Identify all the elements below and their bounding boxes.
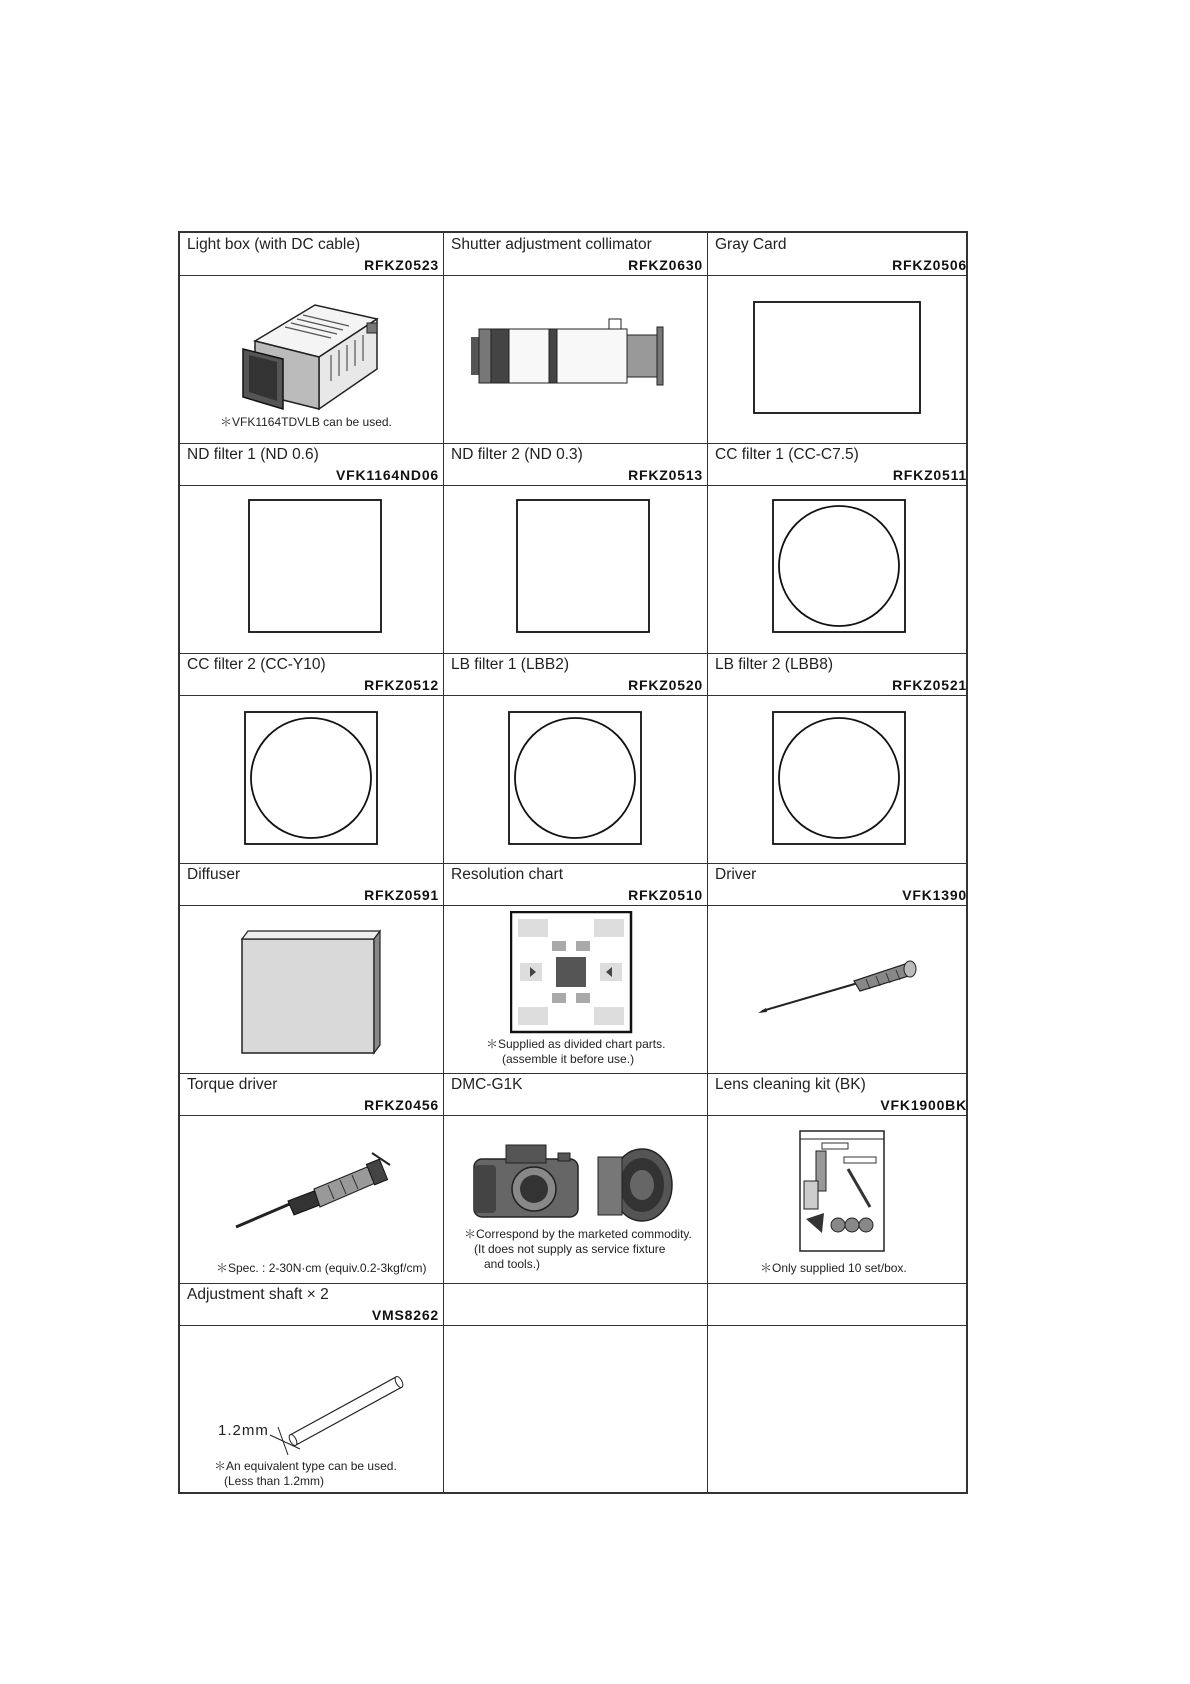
gray-card-icon bbox=[753, 301, 923, 417]
item-title: Diffuser bbox=[187, 866, 241, 883]
item-title: Driver bbox=[715, 866, 757, 883]
part-number: VMS8262 bbox=[371, 1307, 439, 1323]
screwdriver-icon bbox=[758, 955, 928, 1025]
round-filter-icon bbox=[772, 711, 908, 847]
note-line: ＊Correspond by the marketed commodity. bbox=[464, 1227, 692, 1241]
part-number: VFK1900BK bbox=[880, 1097, 967, 1113]
part-number: RFKZ0521 bbox=[892, 677, 967, 693]
note-line: (It does not supply as service fixture bbox=[474, 1242, 666, 1256]
part-number: RFKZ0523 bbox=[364, 257, 439, 273]
resolution-chart-icon bbox=[510, 911, 634, 1035]
item-title: Shutter adjustment collimator bbox=[451, 236, 652, 253]
cell-nd-filter-1 bbox=[180, 443, 444, 653]
part-number: RFKZ0511 bbox=[892, 467, 967, 483]
part-number: RFKZ0520 bbox=[628, 677, 703, 693]
camera-icon bbox=[470, 1131, 680, 1231]
part-number: RFKZ0506 bbox=[892, 257, 967, 273]
item-title: CC filter 2 (CC-Y10) bbox=[187, 656, 326, 673]
part-number: VFK1164ND06 bbox=[336, 467, 439, 483]
cell-lb-filter-2 bbox=[708, 653, 972, 863]
item-title: DMC-G1K bbox=[451, 1076, 523, 1093]
cell-adjustment-shaft bbox=[180, 1283, 444, 1493]
round-filter-icon bbox=[772, 499, 908, 635]
note-line: (Less than 1.2mm) bbox=[224, 1474, 325, 1488]
round-filter-icon bbox=[508, 711, 644, 847]
cell-resolution-chart bbox=[444, 863, 708, 1073]
item-title: Adjustment shaft × 2 bbox=[187, 1286, 329, 1303]
cell-diffuser bbox=[180, 863, 444, 1073]
fixtures-table bbox=[178, 231, 968, 1494]
square-filter-icon bbox=[516, 499, 652, 635]
item-title: Torque driver bbox=[187, 1076, 278, 1093]
item-title: LB filter 2 (LBB8) bbox=[715, 656, 834, 673]
part-number: RFKZ0512 bbox=[364, 677, 439, 693]
note-line: ＊Supplied as divided chart parts. bbox=[486, 1037, 666, 1051]
cell-light-box bbox=[180, 233, 444, 443]
cell-cleaning-kit bbox=[708, 1073, 972, 1283]
cell-gray-card bbox=[708, 233, 972, 443]
part-number: VFK1390 bbox=[902, 887, 967, 903]
torque-driver-icon bbox=[232, 1147, 402, 1237]
item-title: Gray Card bbox=[715, 236, 787, 253]
square-filter-icon bbox=[248, 499, 384, 635]
item-title: ND filter 2 (ND 0.3) bbox=[451, 446, 583, 463]
cell-torque-driver bbox=[180, 1073, 444, 1283]
cell-camera bbox=[444, 1073, 708, 1283]
cell-lb-filter-1 bbox=[444, 653, 708, 863]
diffuser-icon bbox=[240, 929, 390, 1059]
part-number: RFKZ0510 bbox=[628, 887, 703, 903]
item-title: ND filter 1 (ND 0.6) bbox=[187, 446, 319, 463]
note-line: ＊VFK1164TDVLB can be used. bbox=[220, 415, 392, 429]
dimension-label: 1.2mm bbox=[218, 1422, 269, 1439]
cell-driver bbox=[708, 863, 972, 1073]
item-title: Resolution chart bbox=[451, 866, 564, 883]
collimator-icon bbox=[469, 305, 689, 405]
cell-cc-filter-2 bbox=[180, 653, 444, 863]
part-number: RFKZ0456 bbox=[364, 1097, 439, 1113]
note-line: and tools.) bbox=[484, 1257, 541, 1271]
cell-collimator bbox=[444, 233, 708, 443]
note-line: (assemble it before use.) bbox=[502, 1052, 635, 1066]
cleaning-kit-icon bbox=[798, 1129, 888, 1255]
note-line: ＊Spec. : 2-30N·cm (equiv.0.2-3kgf/cm) bbox=[216, 1261, 427, 1275]
item-title: Lens cleaning kit (BK) bbox=[715, 1076, 866, 1093]
item-title: LB filter 1 (LBB2) bbox=[451, 656, 570, 673]
note-line: ＊Only supplied 10 set/box. bbox=[760, 1261, 907, 1275]
item-title: Light box (with DC cable) bbox=[187, 236, 361, 253]
item-title: CC filter 1 (CC-C7.5) bbox=[715, 446, 859, 463]
part-number: RFKZ0591 bbox=[364, 887, 439, 903]
note-line: ＊An equivalent type can be used. bbox=[214, 1459, 397, 1473]
part-number: RFKZ0630 bbox=[628, 257, 703, 273]
round-filter-icon bbox=[244, 711, 380, 847]
cell-cc-filter-1 bbox=[708, 443, 972, 653]
part-number: RFKZ0513 bbox=[628, 467, 703, 483]
cell-nd-filter-2 bbox=[444, 443, 708, 653]
light-box-icon bbox=[235, 283, 395, 418]
